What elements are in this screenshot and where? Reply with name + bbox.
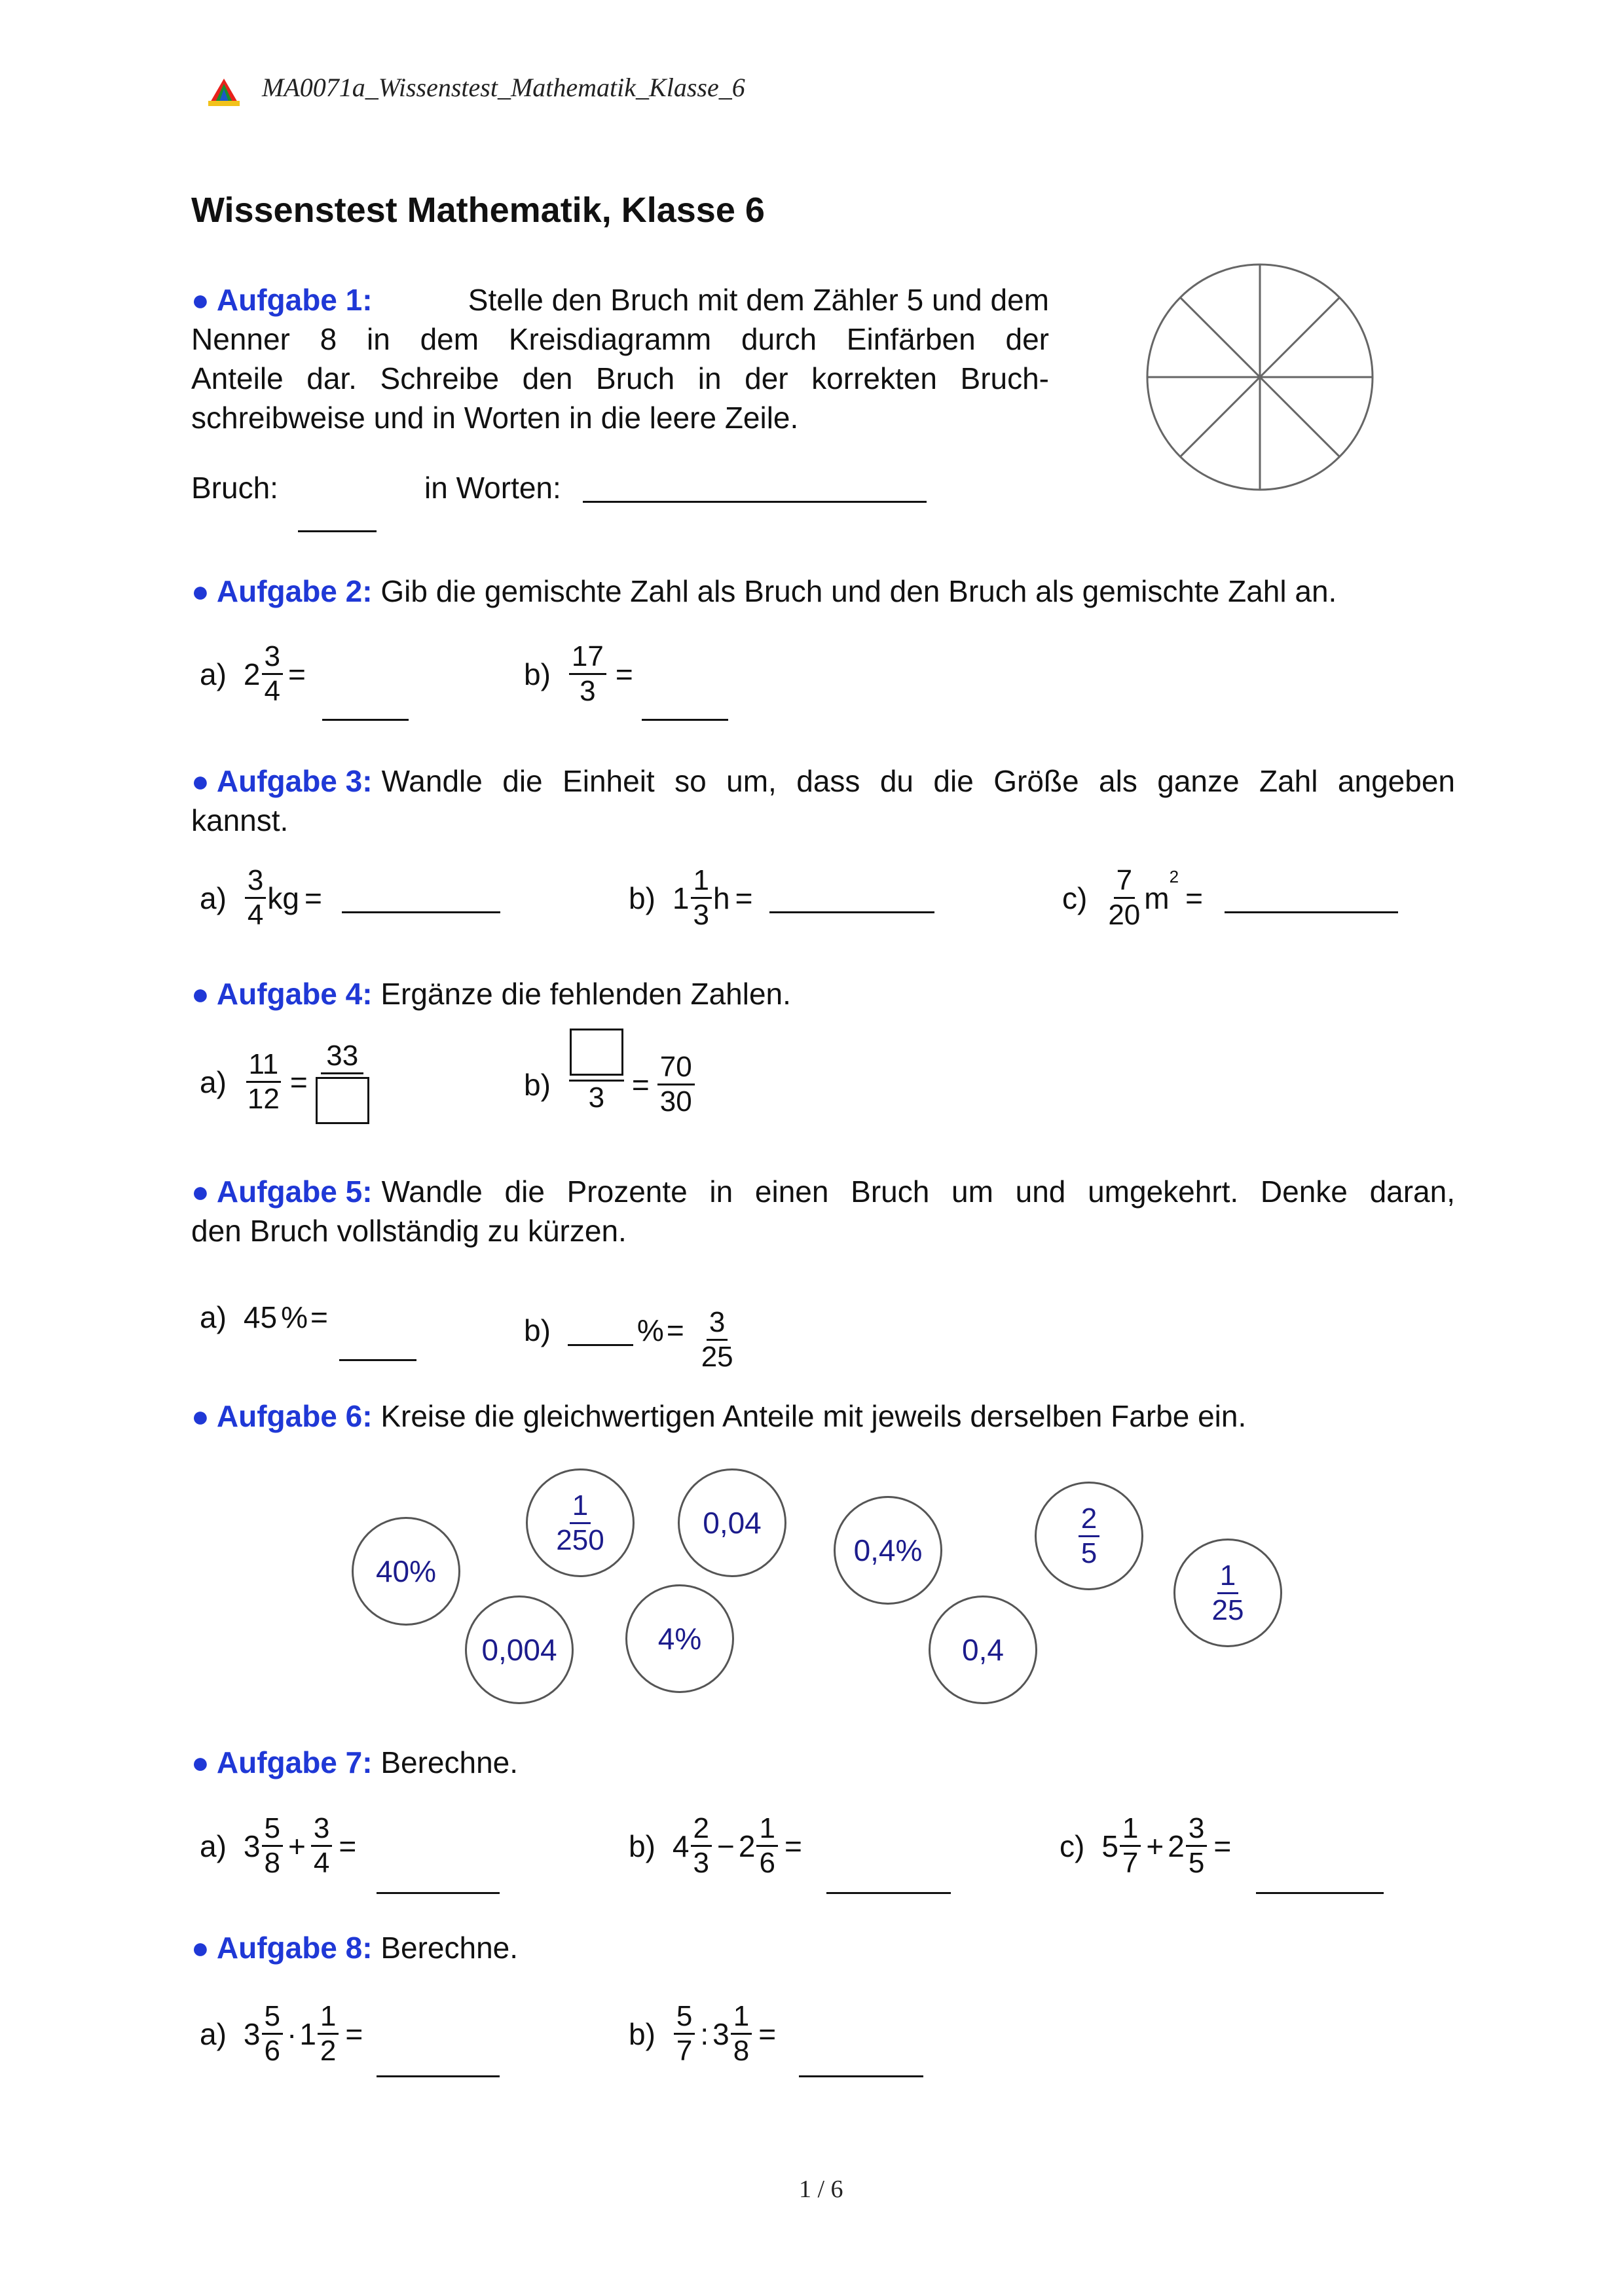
percent-value: 45 [243,1300,278,1334]
whole: 3 [243,2016,261,2051]
bullet: ● [191,574,210,608]
circle-value: 0,4 [962,1633,1004,1667]
task-3a [200,864,322,932]
task-4 [191,974,1455,1013]
task-6-text: Kreise die gleichwertigen Anteile mit jeweils derselben Farbe ein. [380,1399,1247,1433]
bullet: ● [191,283,210,317]
pie-segment-divider [1180,297,1260,377]
numerator: 3 [311,1812,332,1847]
task-1-text-1: Stelle den Bruch mit dem Zähler 5 und dem [468,283,1049,317]
circle-0-04[interactable] [678,1468,786,1577]
task-8a-answer-line[interactable] [377,2075,500,2077]
denominator: 25 [701,1341,733,1373]
denominator: 20 [1108,899,1141,931]
equals: = [289,1065,308,1099]
bullet: ● [191,764,210,798]
numerator: 1 [731,2000,752,2035]
task-3-text-1: Wandle die Einheit so um, dass du die Größe als ganze Zahl angeben [381,764,1455,798]
bullet: ● [191,1175,210,1209]
numerator: 5 [262,1812,283,1847]
task-7b [629,1812,802,1880]
task-8 [191,1928,1455,1967]
task-2-text: Gib die gemischte Zahl als Bruch und den Bruch als gemischte Zahl an. [380,574,1337,608]
task-3-text-2: kannst. [191,803,289,837]
task-5-text-1: Wandle die Prozente in einen Bruch um und umgekehrt. Denke daran, [381,1175,1455,1209]
percent-answer-line[interactable] [568,1314,633,1346]
task-8-label: Aufgabe 8: [216,1931,373,1965]
equals: = [339,1829,357,1863]
tag: b) [524,1067,551,1102]
denominator: 8 [264,1847,280,1879]
task-8-text: Berechne. [380,1931,519,1965]
tag: c) [1060,1829,1085,1863]
denominator: 5 [1188,1847,1205,1879]
numerator: 17 [569,640,606,675]
tag: b) [629,881,655,915]
denominator: 4 [264,675,280,707]
task-4a [200,1040,371,1124]
page-number: 1 / 6 [799,2176,843,2203]
denominator: 4 [313,1847,330,1879]
denominator: 12 [247,1083,280,1115]
bullet: ● [191,1931,210,1965]
task-2a [200,640,306,708]
bullet: ● [191,1745,210,1779]
whole: 5 [1101,1829,1118,1863]
whole: 2 [243,657,261,691]
equals: = [631,1067,650,1102]
task-4-text: Ergänze die fehlenden Zahlen. [380,977,791,1011]
pie-segment-divider [1260,297,1340,377]
denominator: 6 [759,1847,775,1879]
circle-0-4-percent[interactable] [834,1496,942,1605]
denominator: 25 [1211,1594,1244,1626]
denominator: 3 [580,675,596,707]
task-1-label: Aufgabe 1: [216,283,373,317]
whole: 2 [738,1829,756,1863]
equals: = [304,881,322,915]
operator: − [716,1829,735,1863]
task-6-label: Aufgabe 6: [216,1399,373,1433]
task-7c-answer-line[interactable] [1256,1892,1384,1894]
numerator: 3 [1186,1812,1207,1847]
whole: 1 [299,2016,316,2051]
unit: kg [267,881,299,915]
task-1-line-1 [191,280,1049,319]
task-3c [1062,864,1203,932]
task-1-text-2: Nenner 8 in dem Kreisdiagramm durch Einfärben der [191,322,1049,356]
task-2b [524,640,633,708]
tag: b) [629,2016,655,2051]
missing-number-box[interactable] [316,1077,369,1124]
task-1 [191,280,1049,437]
pie-chart-8-segments[interactable] [1145,262,1375,492]
task-1-text-3: Anteile dar. Schreibe den Bruch in der korrekten Bruch- [191,361,1049,395]
numerator: 1 [318,2000,339,2035]
numerator: 11 [246,1048,282,1083]
numerator: 5 [674,2000,695,2035]
task-8b-answer-line[interactable] [799,2075,923,2077]
denominator: 4 [247,899,264,931]
numerator: 7 [1114,864,1135,899]
task-6 [191,1396,1455,1436]
circle-40-percent[interactable] [352,1517,460,1626]
task-7 [191,1743,1455,1782]
percent-sign: % [637,1313,664,1347]
pie-segment-divider [1180,377,1260,457]
operator: : [700,2016,709,2051]
numerator: 70 [657,1051,695,1085]
task-2b-answer-line[interactable] [642,719,728,721]
equals: = [287,657,306,691]
circle-0-004[interactable] [465,1595,574,1704]
task-3-label: Aufgabe 3: [216,764,373,798]
circle-value: 0,004 [481,1633,557,1667]
operator: · [286,2016,297,2051]
equals: = [345,2016,363,2051]
task-5a [200,1300,328,1335]
task-4b [524,1025,696,1118]
tag: a) [200,1829,227,1863]
numerator: 5 [262,2000,283,2035]
numerator: 3 [707,1306,728,1341]
task-5-text-2: den Bruch vollständig zu kürzen. [191,1214,627,1248]
equals: = [1185,881,1203,915]
tag: b) [629,1829,655,1863]
equals: = [784,1829,802,1863]
task-3b-answer-line[interactable] [769,911,934,913]
tag: a) [200,1065,227,1099]
circle-1-250[interactable] [526,1468,635,1577]
denominator: 7 [676,2035,693,2067]
tag: a) [200,1300,227,1334]
tag: a) [200,657,227,691]
denominator: 7 [1122,1847,1139,1879]
whole: 4 [672,1829,690,1863]
whole: 3 [712,2016,729,2051]
in-worten-answer-line[interactable] [583,501,927,503]
unit: m [1144,881,1170,915]
whole: 3 [243,1829,261,1863]
denominator: 2 [320,2035,337,2067]
task-5b [524,1286,737,1374]
task-3 [191,761,1455,840]
whole: 1 [672,881,690,915]
task-7c [1060,1812,1231,1880]
numerator: 1 [570,1489,591,1524]
equals: = [1213,1829,1232,1863]
task-2a-answer-line[interactable] [322,719,409,721]
bullet: ● [191,1399,210,1433]
equals: = [615,657,633,691]
task-7b-answer-line[interactable] [826,1892,951,1894]
task-2-label: Aufgabe 2: [216,574,373,608]
numerator: 3 [245,864,266,899]
circle-value: 0,4% [853,1533,923,1567]
denominator: 8 [733,2035,750,2067]
bruch-answer-line[interactable] [298,530,377,532]
operator: + [287,1829,306,1863]
denominator: 3 [693,899,709,931]
in-worten-label: in Worten: [424,471,561,505]
circle-4-percent[interactable] [625,1584,734,1693]
document-filename: MA0071a_Wissenstest_Mathematik_Klasse_6 [262,73,745,102]
task-5-label: Aufgabe 5: [216,1175,373,1209]
exponent: 2 [1169,867,1179,886]
bullet: ● [191,977,210,1011]
task-8a [200,2000,363,2068]
task-2 [191,572,1455,611]
numerator: 1 [1217,1559,1238,1594]
operator: + [1146,1829,1164,1863]
denominator: 5 [1080,1537,1098,1569]
task-8b [629,2000,776,2068]
tag: b) [524,1313,551,1347]
numerator: 3 [262,640,283,675]
equals: = [758,2016,777,2051]
tag: b) [524,657,551,691]
equals: = [735,881,753,915]
task-5a-answer-line[interactable] [339,1359,416,1361]
circle-0-4[interactable] [929,1595,1037,1704]
circle-value: 4% [657,1622,702,1656]
task-5 [191,1172,1455,1250]
task-1-text-4: schreibweise und in Worten in die leere Zeile. [191,401,799,435]
task-3c-answer-line[interactable] [1225,911,1398,913]
task-7-label: Aufgabe 7: [216,1745,373,1779]
denominator: 3 [588,1082,605,1114]
denominator: 30 [659,1085,692,1118]
missing-number-box[interactable] [570,1029,623,1076]
circle-2-5[interactable] [1035,1482,1143,1590]
denominator: 3 [693,1847,709,1879]
numerator: 33 [321,1040,363,1074]
numerator: 1 [691,864,712,899]
task-4-label: Aufgabe 4: [216,977,373,1011]
task-3a-answer-line[interactable] [342,911,500,913]
bruch-label: Bruch: [191,471,278,505]
numerator: 2 [691,1812,712,1847]
publisher-logo [204,77,244,109]
tag: a) [200,881,227,915]
equals: = [310,1300,328,1334]
numerator: 1 [1120,1812,1141,1847]
numerator: 1 [756,1812,777,1847]
page-title: Wissenstest Mathematik, Klasse 6 [191,191,765,230]
tag: c) [1062,881,1088,915]
tag: a) [200,2016,227,2051]
circle-value: 40% [375,1554,437,1588]
task-7-text: Berechne. [380,1745,519,1779]
circle-value: 0,04 [703,1506,762,1540]
task-3b [629,864,752,932]
pie-segment-divider [1260,377,1340,457]
numerator: 2 [1079,1503,1099,1537]
whole: 2 [1168,1829,1185,1863]
denominator: 250 [556,1523,604,1556]
task-7a [200,1812,356,1880]
equals: = [666,1313,684,1347]
task-7a-answer-line[interactable] [377,1892,500,1894]
denominator: 6 [264,2035,280,2067]
percent-sign: % [281,1300,308,1334]
unit: h [712,881,730,915]
circle-1-25[interactable] [1173,1539,1282,1647]
